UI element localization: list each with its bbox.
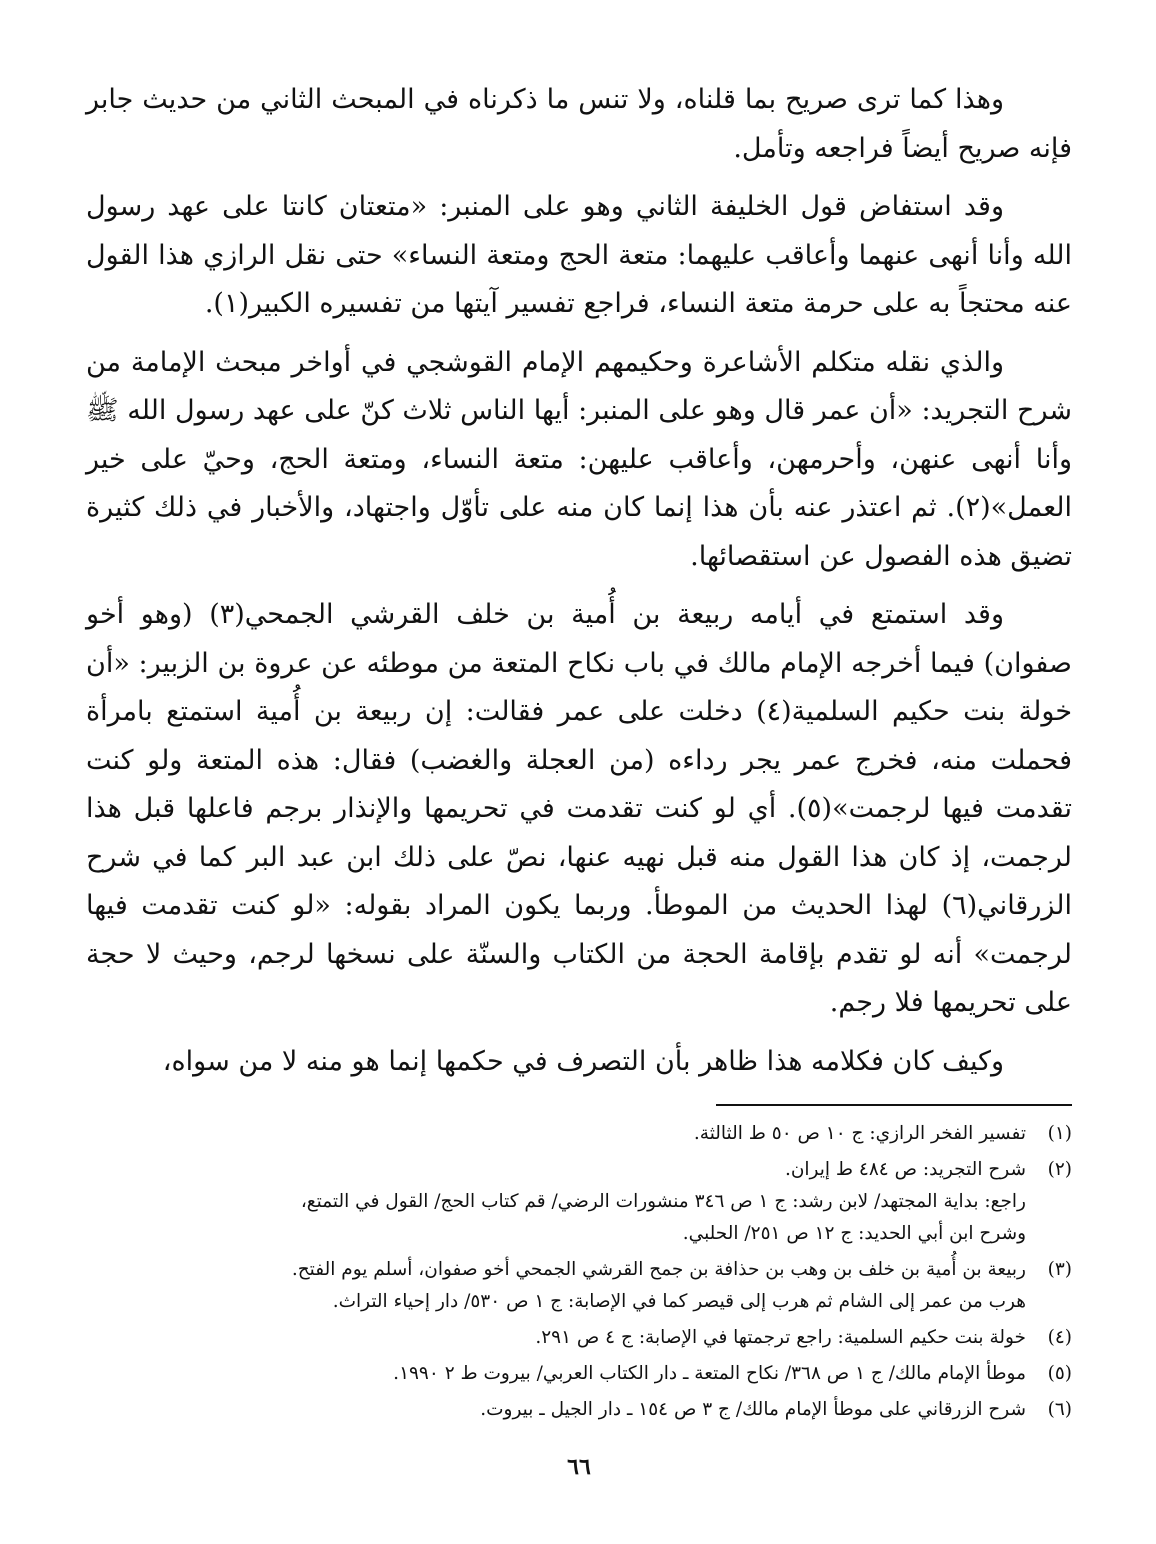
footnote-text: [86, 1322, 1026, 1354]
footnote-line: خولة بنت حكيم السلمية: راجع ترجمتها في الإصابة: ج ٤ ص ٢٩١.: [535, 1327, 1026, 1348]
footnote-text: [86, 1394, 1026, 1426]
paragraph-5: وكيف كان فكلامه هذا ظاهر بأن التصرف في حكمها إنما هو منه لا من سواه،: [162, 1045, 1004, 1077]
footnote-line: شرح الزرقاني على موطأ الإمام مالك/ ج ٣ ص ١٥٤ ـ دار الجيل ـ بيروت.: [480, 1399, 1026, 1420]
footnote-number: (١): [1047, 1123, 1072, 1144]
footnotes: [86, 1118, 1072, 1430]
footnote-number: (٥): [1047, 1363, 1072, 1384]
main-text: [86, 76, 1072, 1086]
footnote-line: هرب من عمر إلى الشام ثم هرب إلى قيصر كما في الإصابة: ج ١ ص ٥٣٠/ دار إحياء التراث.: [332, 1291, 1026, 1312]
footnote-number: (٢): [1047, 1159, 1072, 1180]
paragraph-2: وقد استفاض قول الخليفة الثاني وهو على المنبر: «متعتان كانتا على عهد رسول الله وأنا أنهى عنهما وأعاقب عليهما: متعة الحج ومتعة النساء» حتى نقل الرازي هذا القول عنه محتجاً به على حرمة متعة النساء، فراجع تفسير آيتها من تفسيره الكبير(١).: [86, 191, 1072, 319]
paragraph-1: وهذا كما ترى صريح بما قلناه، ولا تنس ما ذكرناه في المبحث الثاني من حديث جابر فإنه صريح أيضاً فراجعه وتأمل.: [86, 84, 1072, 164]
footnote-text: [86, 1358, 1026, 1390]
footnote-line: ربيعة بن أُمية بن خلف بن وهب بن حذافة بن جمح القرشي الجمحي أخو صفوان، أسلم يوم الفتح.: [291, 1259, 1026, 1280]
footnote-3: [86, 1254, 1072, 1318]
book-page: [86, 76, 1072, 1496]
page-number: ٦٦: [567, 1454, 591, 1480]
footnote-text: [86, 1154, 1026, 1250]
footnote-line: راجع: بداية المجتهد/ لابن رشد: ج ١ ص ٣٤٦ منشورات الرضي/ قم كتاب الحج/ القول في التمتع،: [300, 1191, 1026, 1212]
footnote-6: [86, 1394, 1072, 1426]
footnote-line: تفسير الفخر الرازي: ج ١٠ ص ٥٠ ط الثالثة.: [693, 1123, 1026, 1144]
footnote-number: (٣): [1047, 1259, 1072, 1280]
footnote-text: [86, 1254, 1026, 1318]
footnote-2: [86, 1154, 1072, 1250]
paragraph-3: والذي نقله متكلم الأشاعرة وحكيمهم الإمام القوشجي في أواخر مبحث الإمامة من شرح التجريد: «أن عمر قال وهو على المنبر: أيها الناس ثلاث كنّ على عهد رسول الله ﷺ وأنا أنهى عنهن، وأحرمهن، وأعاقب عليهن: متعة النساء، ومتعة الحج، وحيّ على خير العمل»(٢). ثم اعتذر عنه بأن هذا إنما كان منه على تأوّل واجتهاد، والأخبار في ذلك كثيرة تضيق هذه الفصول عن استقصائها.: [86, 346, 1072, 572]
footnote-separator: [716, 1104, 1072, 1106]
footnote-1: [86, 1118, 1072, 1150]
footnote-number: (٦): [1047, 1399, 1072, 1420]
footnote-5: [86, 1358, 1072, 1390]
footnote-text: [86, 1118, 1026, 1150]
footnote-number: (٤): [1047, 1327, 1072, 1348]
footnote-4: [86, 1322, 1072, 1354]
footnote-line: شرح التجريد: ص ٤٨٤ ط إيران.: [784, 1159, 1026, 1180]
paragraph-4: وقد استمتع في أيامه ربيعة بن أُمية بن خلف القرشي الجمحي(٣) (وهو أخو صفوان) فيما أخرجه الإمام مالك في باب نكاح المتعة من موطئه عن عروة بن الزبير: «أن خولة بنت حكيم السلمية(٤) دخلت على عمر فقالت: إن ربيعة بن أُمية استمتع بامرأة فحملت منه، فخرج عمر يجر رداءه (من العجلة والغضب) فقال: هذه المتعة ولو كنت تقدمت فيها لرجمت»(٥). أي لو كنت تقدمت في تحريمها والإنذار برجم فاعلها قبل هذا لرجمت، إذ كان هذا القول منه قبل نهيه عنها، نصّ على ذلك ابن عبد البر كما في شرح الزرقاني(٦) لهذا الحديث من الموطأ. وربما يكون المراد بقوله: «لو كنت تقدمت فيها لرجمت» أنه لو تقدم بإقامة الحجة من الكتاب والسنّة على نسخها لرجم، وحيث لا حجة على تحريمها فلا رجم.: [86, 599, 1073, 1018]
footnote-line: موطأ الإمام مالك/ ج ١ ص ٣٦٨/ نكاح المتعة ـ دار الكتاب العربي/ بيروت ط ٢ ١٩٩٠.: [393, 1363, 1026, 1384]
footnote-line: وشرح ابن أبي الحديد: ج ١٢ ص ٢٥١/ الحلبي.: [682, 1223, 1026, 1244]
